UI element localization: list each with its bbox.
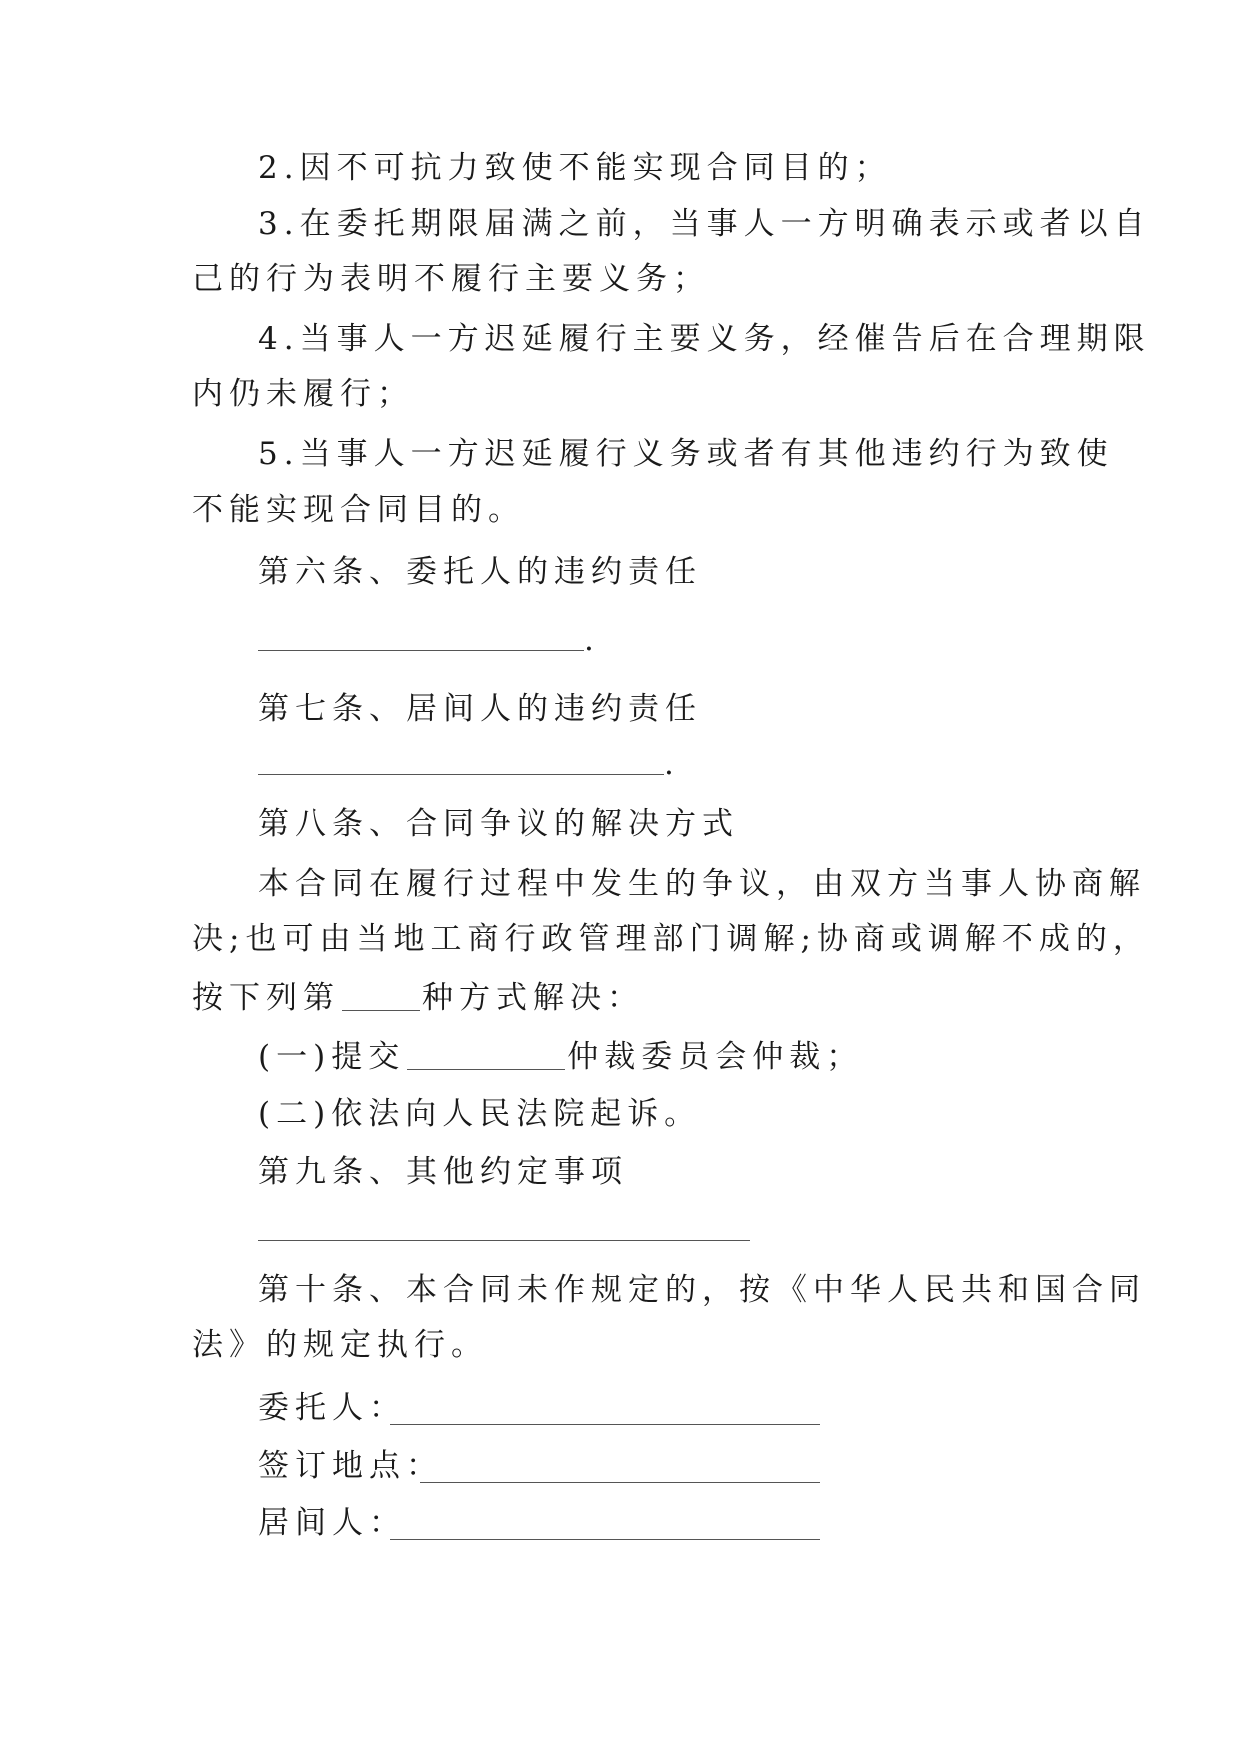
article-9-title: 第九条、其他约定事项 (258, 1154, 628, 1190)
signature-intermediary-blank (390, 1539, 820, 1540)
article-9-blank (258, 1240, 750, 1241)
article-6-blank (258, 650, 584, 651)
signature-place-label: 签订地点： (258, 1448, 443, 1484)
article-8-line2: 决;也可由当地工商行政管理部门调解;协商或调解不成的， (192, 921, 1150, 957)
signature-principal-label: 委托人： (258, 1390, 406, 1426)
article-6-end: . (584, 622, 594, 658)
signature-principal-blank (390, 1424, 820, 1425)
article-8-line3-suffix: 种方式解决： (422, 980, 644, 1016)
article-7-title: 第七条、居间人的违约责任 (258, 691, 702, 727)
clause-item-5-line1: 5.当事人一方迟延履行义务或者有其他违约行为致使 (258, 436, 1114, 472)
clause-item-4-line1: 4.当事人一方迟延履行主要义务，经催告后在合理期限 (258, 321, 1151, 357)
clause-item-3-line1: 3.在委托期限届满之前，当事人一方明确表示或者以自 (258, 206, 1151, 242)
signature-place-blank (420, 1482, 820, 1483)
article-10-line1: 第十条、本合同未作规定的，按《中华人民共和国合同 (258, 1272, 1146, 1308)
signature-intermediary-label: 居间人： (258, 1505, 406, 1541)
article-7-end: . (664, 746, 674, 782)
clause-item-4-line2: 内仍未履行； (192, 376, 414, 412)
article-8-line3-prefix: 按下列第 (192, 980, 340, 1016)
article-8-line1: 本合同在履行过程中发生的争议，由双方当事人协商解 (258, 866, 1146, 902)
article-6-title: 第六条、委托人的违约责任 (258, 554, 702, 590)
arbitration-committee-blank (407, 1037, 565, 1070)
clause-item-2: 2.因不可抗力致使不能实现合同目的； (258, 150, 892, 186)
dispute-method-blank (342, 978, 420, 1011)
article-8-option-1 (258, 1037, 863, 1077)
article-8-line3 (192, 978, 644, 1018)
option-1-suffix: 仲裁委员会仲裁； (567, 1039, 864, 1075)
option-1-prefix: (一)提交 (258, 1039, 406, 1075)
article-8-title: 第八条、合同争议的解决方式 (258, 806, 739, 842)
article-7-blank (258, 774, 664, 775)
clause-item-3-line2: 己的行为表明不履行主要义务； (192, 261, 710, 297)
article-10-line2: 法》的规定执行。 (192, 1327, 488, 1363)
clause-item-5-line2: 不能实现合同目的。 (192, 492, 525, 528)
article-8-option-2: (二)依法向人民法院起诉。 (258, 1096, 702, 1132)
